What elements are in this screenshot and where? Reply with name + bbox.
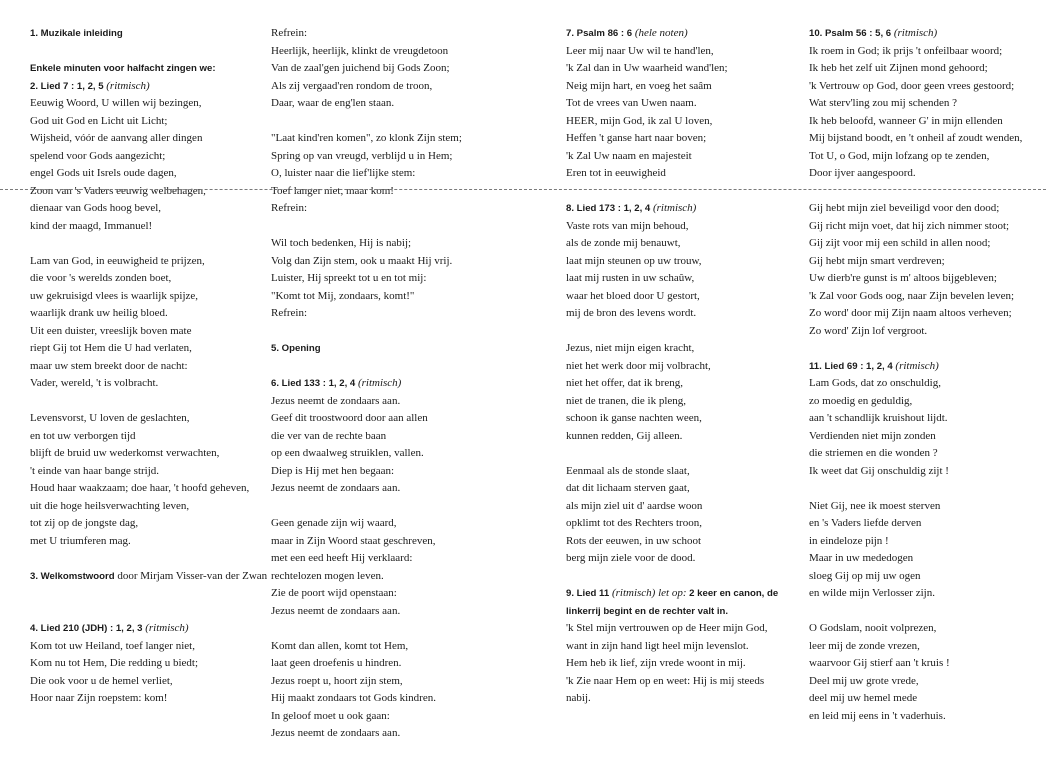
text-line: als mijn ziel uit d' aardse woon <box>566 499 703 512</box>
text-line: rechtelozen mogen leven. <box>271 569 384 582</box>
text-line: Zo word' door mij Zijn naam altoos verheven; <box>809 307 1012 319</box>
heading-title: 9. Lied 11 <box>566 588 610 599</box>
text-line: Eren tot in eeuwigheid <box>566 167 666 179</box>
text-line: Ik heb beloofd, wanneer G' in mijn ellenden <box>809 114 1003 127</box>
text-line: O, luister naar die lief'lijke stem: <box>271 167 416 179</box>
text-line: Leer mij naar Uw wil te hand'len, <box>566 44 714 57</box>
text-line: Toef langer niet, maar kom! <box>271 184 394 197</box>
text-line: Hij maakt zondaars tot Gods kindren. <box>271 692 436 704</box>
text-line: en wilde mijn Verlosser zijn. <box>809 587 935 599</box>
text-line: HEER, mijn God, ik zal U loven, <box>566 114 713 127</box>
text-line: Levensvorst, U loven de geslachten, <box>30 412 190 424</box>
heading-note: (ritmisch) <box>106 79 150 92</box>
text-line: 'k Zal Uw naam en majesteit <box>566 149 692 162</box>
text-line: Volg dan Zijn stem, ook u maakt Hij vrij. <box>271 254 453 267</box>
heading-note: (ritmisch) <box>652 202 697 214</box>
text-line: Kom nu tot Hem, Die redding u biedt; <box>30 657 199 669</box>
text-line: Gij hebt mijn smart verdreven; <box>809 254 945 267</box>
fold-line <box>0 189 1046 190</box>
text-line: Houd haar waakzaam; doe haar, 't hoofd geheven, <box>30 482 250 494</box>
text-line: riept Gij tot Hem die U had verlaten, <box>30 342 192 354</box>
text-line: Wil toch bedenken, Hij is nabij; <box>271 237 412 249</box>
text-line: die voor 's werelds zonden boet, <box>30 272 172 284</box>
text-line: Jezus neemt de zondaars aan. <box>271 394 401 407</box>
text-line: sloeg Gij op mij uw ogen <box>809 569 921 582</box>
heading-title: 2. Lied 7 : 1, 2, 5 <box>30 80 104 92</box>
text-line: 'k Zal voor Gods oog, naar Zijn bevelen leven; <box>809 289 1015 302</box>
text-line: waarlijk drank uw heilig bloed. <box>30 307 168 319</box>
text-line: die ver van de rechte baan <box>271 429 387 442</box>
section-heading <box>566 200 802 218</box>
section-heading <box>30 78 268 96</box>
text-line: kind der maagd, Immanuel! <box>30 219 153 232</box>
text-line: niet het werk door mij volbracht, <box>566 359 711 372</box>
text-line: Jezus neemt de zondaars aan. <box>271 604 401 617</box>
heading-title: 4. Lied 210 (JDH) : 1, 2, 3 <box>30 623 143 634</box>
section-heading <box>271 375 533 393</box>
text-line: Ik heb het zelf uit Zijnen mond gehoord; <box>809 62 988 74</box>
text-line: opklimt tot des Rechters troon, <box>566 517 702 529</box>
heading-detail: 2 keer en canon, de linkerrij begint en de rechter valt in. <box>566 588 779 617</box>
text-line: en tot uw verborgen tijd <box>30 429 136 442</box>
text-line: Heerlijk, heerlijk, klinkt de vreugdetoon <box>271 44 449 57</box>
heading-title: 8. Lied 173 : 1, 2, 4 <box>566 203 651 214</box>
text-line: berg mijn ziele voor de dood. <box>566 552 696 564</box>
text-line: Vaste rots van mijn behoud, <box>566 219 689 232</box>
text-line: Jezus neemt de zondaars aan. <box>271 482 401 494</box>
text-line: want in zijn hand ligt heel mijn levenslot. <box>566 639 749 652</box>
text-line: God uit God en Licht uit Licht; <box>30 114 168 127</box>
text-line: Als zij vergaad'ren rondom de troon, <box>271 79 433 92</box>
text-line: laat geen droefenis u hindren. <box>271 657 402 669</box>
text-line: Uw dierb're gunst is m' altoos bijgebleven; <box>809 272 997 284</box>
text-line: Jezus roept u, hoort zijn stem, <box>271 674 403 687</box>
section-heading <box>809 25 1046 43</box>
text-line: zo moedig en geduldig, <box>809 394 913 407</box>
text-line: aan 't schandlijk kruishout lijdt. <box>809 412 948 424</box>
text-line: op een dwaalweg struiklen, vallen. <box>271 447 424 459</box>
text-line: Daar, waar de eng'len staan. <box>271 97 395 109</box>
text-line: en 's Vaders liefde derven <box>809 517 922 529</box>
text-line: kunnen redden, Gij alleen. <box>566 429 683 442</box>
text-line: Ik weet dat Gij onschuldig zijt ! <box>809 464 949 477</box>
text-line: Hem heb ik lief, zijn vrede woont in mij. <box>566 657 746 669</box>
text-line: dienaar van Gods hoog bevel, <box>30 202 162 214</box>
text-line: Geen genade zijn wij waard, <box>271 517 397 529</box>
heading-note: (ritmisch) <box>893 27 938 39</box>
text-line: niet de tranen, die ik pleng, <box>566 394 687 407</box>
heading-note: (ritmisch) <box>357 377 402 389</box>
text-line: Zoon van 's Vaders eeuwig welbehagen, <box>30 184 206 197</box>
text-line: Tot de vrees van Uwen naam. <box>566 97 697 109</box>
text-line: Spring op van vreugd, verblijd u in Hem; <box>271 149 453 162</box>
text-line: nabij. <box>566 692 591 704</box>
text-line: engel Gods uit Isrels oude dagen, <box>30 167 177 179</box>
text-line: Zo word' Zijn lof vergroot. <box>809 324 928 337</box>
text-line: Refrein: <box>271 27 308 39</box>
text-line: Rots der eeuwen, in uw schoot <box>566 534 702 547</box>
text-line: Door ijver aangespoord. <box>809 167 916 179</box>
text-line: deel mij uw hemel mede <box>809 692 918 704</box>
text-line: Ik roem in God; ik prijs 't onfeilbaar woord; <box>809 44 1003 57</box>
text-line: met U triumferen mag. <box>30 534 131 547</box>
text-line: Vader, wereld, 't is volbracht. <box>30 377 159 389</box>
section-heading <box>30 568 268 586</box>
text-line: laat mij rusten in uw schaûw, <box>566 272 695 284</box>
text-line: Wat sterv'ling zou mij schenden ? <box>809 97 958 109</box>
text-line: maar uw stem breekt door de nacht: <box>30 359 188 372</box>
text-line: spelend voor Gods aangezicht; <box>30 149 166 162</box>
text-line: Komt dan allen, komt tot Hem, <box>271 639 409 652</box>
section-heading <box>271 340 533 358</box>
text-line: Eeuwig Woord, U willen wij bezingen, <box>30 97 202 109</box>
text-line: Gij zijt voor mij een schild in allen nood; <box>809 237 991 249</box>
text-line: Jezus, niet mijn eigen kracht, <box>566 342 695 354</box>
heading-detail: door Mirjam Visser-van der Zwan <box>114 569 268 582</box>
heading-note: (ritmisch) <box>145 622 189 634</box>
text-line: Niet Gij, nee ik moest sterven <box>809 499 941 512</box>
text-line: en leid mij eens in 't vaderhuis. <box>809 709 946 722</box>
text-line: maar in Zijn Woord staat geschreven, <box>271 534 436 547</box>
text-line: Mij bijstand boodt, en 't onheil af zoudt wenden, <box>809 132 1023 144</box>
text-line: Zie de poort wijd openstaan: <box>271 587 397 599</box>
text-line: Lam Gods, dat zo onschuldig, <box>809 377 941 389</box>
text-line: Van de zaal'gen juichend bij Gods Zoon; <box>271 62 450 74</box>
text-line: Kom tot uw Heiland, toef langer niet, <box>30 639 195 652</box>
text-line: met een eed heeft Hij verklaard: <box>271 552 413 564</box>
text-line: laat mijn steunen op uw trouw, <box>566 254 702 267</box>
text-line: Verdienden niet mijn zonden <box>809 429 936 442</box>
heading-note: (ritmisch) let op: <box>609 587 687 599</box>
text-line: Jezus neemt de zondaars aan. <box>271 727 401 739</box>
text-line: blijft de bruid uw wederkomst verwachten, <box>30 447 220 459</box>
text-line: 'k Zal dan in Uw waarheid wand'len; <box>566 62 728 74</box>
heading-title: 3. Welkomstwoord <box>30 570 115 582</box>
text-line: Lam van God, in eeuwigheid te prijzen, <box>30 254 205 267</box>
text-line: In geloof moet u ook gaan: <box>271 709 390 722</box>
text-line: tot zij op de jongste dag, <box>30 517 139 529</box>
text-line: niet het offer, dat ik breng, <box>566 377 683 389</box>
text-line: Hoor naar Zijn roepstem: kom! <box>30 692 168 704</box>
heading-title: Enkele minuten voor halfacht zingen we: <box>30 63 216 74</box>
text-line: waarvoor Gij stierf aan 't kruis ! <box>809 657 950 669</box>
text-line: uit die hoge heilsverwachting leven, <box>30 499 190 512</box>
text-line: in eindeloze pijn ! <box>809 534 889 547</box>
section-heading <box>30 25 268 43</box>
text-line: 't einde van haar bange strijd. <box>30 464 160 477</box>
text-line: Wijsheid, vóór de aanvang aller dingen <box>30 132 203 144</box>
section-heading <box>566 25 802 43</box>
text-line: die striemen en die wonden ? <box>809 447 938 459</box>
text-line: Uit een duister, vreeslijk boven mate <box>30 324 192 337</box>
text-line: "Komt tot Mij, zondaars, komt!" <box>271 289 415 302</box>
text-line: 'k Stel mijn vertrouwen op de Heer mijn God, <box>566 622 768 634</box>
text-line: schoon ik ganse nachten ween, <box>566 412 702 424</box>
section-heading <box>30 60 268 78</box>
section-heading <box>566 585 802 620</box>
text-line: 'k Zie naar Hem op en weet: Hij is mij steeds <box>566 674 765 687</box>
heading-title: 10. Psalm 56 : 5, 6 <box>809 28 892 39</box>
text-line: uw gekruisigd vlees is waarlijk spijze, <box>30 289 199 302</box>
text-line: waar het bloed door U gestort, <box>566 289 700 302</box>
heading-note: (hele noten) <box>634 27 688 39</box>
text-line: Deel mij uw grote vrede, <box>809 674 919 687</box>
text-line: als de zonde mij benauwt, <box>566 237 681 249</box>
text-line: Geef dit troostwoord door aan allen <box>271 412 428 424</box>
heading-title: 5. Opening <box>271 343 321 354</box>
text-line: Refrein: <box>271 307 308 319</box>
text-line: mij de bron des levens wordt. <box>566 307 697 319</box>
text-line: Eenmaal als de stonde slaat, <box>566 464 690 477</box>
heading-title: 7. Psalm 86 : 6 <box>566 28 633 39</box>
text-line: Gij richt mijn voet, dat hij zich nimmer stoot; <box>809 219 1010 232</box>
text-line: Maar in uw mededogen <box>809 552 914 564</box>
text-line: 'k Vertrouw op God, door geen vrees gestoord; <box>809 79 1015 92</box>
text-line: Refrein: <box>271 202 308 214</box>
text-line: "Laat kind'ren komen", zo klonk Zijn stem; <box>271 132 462 144</box>
text-line: Diep is Hij met hen begaan: <box>271 464 395 477</box>
heading-title: 11. Lied 69 : 1, 2, 4 <box>809 360 893 372</box>
heading-note: (ritmisch) <box>895 359 939 372</box>
text-line: Luister, Hij spreekt tot u en tot mij: <box>271 272 427 284</box>
heading-title: 6. Lied 133 : 1, 2, 4 <box>271 378 356 389</box>
section-heading <box>809 358 1046 376</box>
heading-title: 1. Muzikale inleiding <box>30 28 123 39</box>
text-line: Tot U, o God, mijn lofzang op te zenden, <box>809 149 990 162</box>
text-line: Neig mijn hart, en voeg het saâm <box>566 79 712 92</box>
section-heading <box>30 620 268 638</box>
text-line: Die ook voor u de hemel verliet, <box>30 674 173 687</box>
text-line: O Godslam, nooit volprezen, <box>809 622 937 634</box>
text-line: leer mij de zonde vrezen, <box>809 639 920 652</box>
text-line: Gij hebt mijn ziel beveiligd voor den dood; <box>809 202 1000 214</box>
text-line: Heffen 't ganse hart naar boven; <box>566 132 707 144</box>
text-line: dat dit lichaam sterven gaat, <box>566 482 690 494</box>
